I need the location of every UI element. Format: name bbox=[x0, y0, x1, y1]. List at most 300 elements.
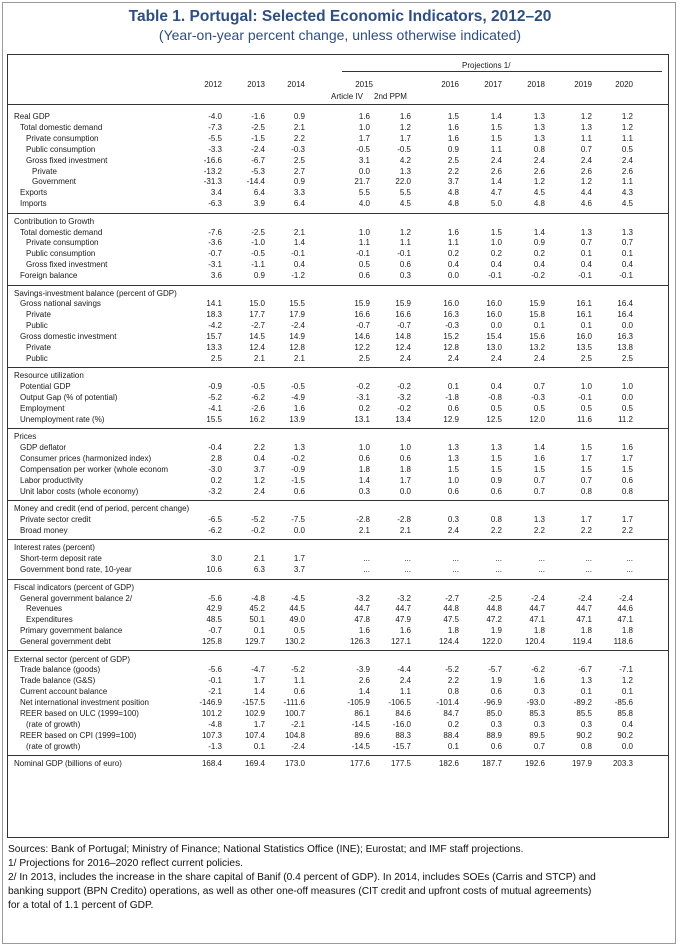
row-label: Current account balance bbox=[20, 687, 108, 697]
cell-value: 0.3 bbox=[358, 486, 370, 496]
cell-value: 12.8 bbox=[443, 343, 459, 352]
cell-value: 4.5 bbox=[533, 188, 545, 198]
cell-value: -14.4 bbox=[246, 177, 265, 187]
cell-value: 1.7 bbox=[293, 554, 305, 564]
cell-value: 3.3 bbox=[293, 188, 305, 198]
cell-value: 0.2 bbox=[358, 404, 370, 413]
row-label: Public consumption bbox=[26, 249, 96, 259]
cell-value: -106.5 bbox=[388, 698, 411, 708]
cell-value: 2.1 bbox=[358, 526, 370, 535]
cell-value: -1.1 bbox=[251, 260, 265, 270]
cell-value: -0.9 bbox=[208, 382, 222, 392]
cell-value: 2.4 bbox=[447, 353, 459, 363]
row-label: REER based on ULC (1999=100) bbox=[20, 709, 139, 718]
cell-value: 107.4 bbox=[244, 730, 265, 740]
cell-value: 0.1 bbox=[621, 687, 633, 697]
cell-value: 1.5 bbox=[490, 465, 502, 474]
cell-value: -3.1 bbox=[208, 260, 222, 270]
row-label: Money and credit (end of period, percent change) bbox=[14, 504, 190, 514]
cell-value: 1.3 bbox=[621, 227, 633, 237]
cell-value: 85.5 bbox=[576, 709, 592, 718]
cell-value: 6.4 bbox=[253, 188, 265, 198]
cell-value: -0.1 bbox=[619, 271, 633, 281]
cell-value: -7.6 bbox=[208, 227, 222, 237]
cell-value: -157.5 bbox=[242, 698, 265, 708]
row-label: Potential GDP bbox=[20, 382, 71, 392]
cell-value: -2.6 bbox=[251, 404, 265, 413]
row-label: (rate of growth) bbox=[26, 719, 81, 729]
cell-value: 118.6 bbox=[613, 637, 633, 647]
cell-value: 47.9 bbox=[395, 615, 411, 625]
cell-value: ... bbox=[363, 554, 370, 564]
cell-value: 2.2 bbox=[533, 526, 545, 535]
cell-value: 14.8 bbox=[395, 332, 411, 342]
cell-value: 4.7 bbox=[490, 188, 502, 198]
cell-value: 0.1 bbox=[580, 249, 592, 259]
cell-value: 3.7 bbox=[293, 565, 305, 575]
cell-value: 15.2 bbox=[443, 332, 459, 342]
cell-value: 0.1 bbox=[447, 382, 459, 392]
cell-value: 11.6 bbox=[577, 414, 592, 424]
cell-value: 6.3 bbox=[253, 565, 265, 575]
cell-value: 16.2 bbox=[249, 414, 265, 424]
cell-value: 1.6 bbox=[293, 404, 305, 413]
cell-value: 1.8 bbox=[580, 626, 592, 636]
sub-header: Article IV bbox=[331, 92, 364, 101]
cell-value: 0.7 bbox=[533, 475, 545, 485]
cell-value: 1.3 bbox=[447, 454, 459, 464]
cell-value: 88.4 bbox=[443, 730, 459, 740]
cell-value: 0.1 bbox=[533, 321, 545, 331]
cell-value: -2.8 bbox=[397, 515, 411, 525]
cell-value: 44.6 bbox=[617, 604, 633, 614]
cell-value: 192.6 bbox=[524, 759, 545, 769]
cell-value: 44.7 bbox=[576, 604, 592, 614]
cell-value: 13.8 bbox=[617, 343, 633, 352]
cell-value: 0.3 bbox=[533, 687, 545, 697]
cell-value: 4.5 bbox=[399, 199, 411, 209]
cell-value: 3.6 bbox=[210, 271, 222, 281]
cell-value: -1.3 bbox=[208, 741, 222, 751]
cell-value: -0.2 bbox=[397, 404, 411, 413]
cell-value: 122.0 bbox=[481, 637, 502, 647]
cell-value: 12.4 bbox=[249, 343, 265, 352]
cell-value: 47.1 bbox=[529, 615, 545, 625]
cell-value: 0.0 bbox=[490, 321, 502, 331]
cell-value: 0.5 bbox=[293, 626, 305, 636]
cell-value: 1.2 bbox=[399, 122, 411, 132]
cell-value: 1.6 bbox=[447, 227, 459, 237]
cell-value: -6.7 bbox=[251, 155, 265, 165]
cell-value: 1.4 bbox=[293, 238, 305, 248]
cell-value: -3.0 bbox=[208, 465, 222, 474]
cell-value: -0.1 bbox=[488, 271, 502, 281]
cell-value: -2.5 bbox=[251, 227, 265, 237]
cell-value: 1.0 bbox=[358, 443, 370, 453]
row-label: Labor productivity bbox=[20, 475, 84, 485]
cell-value: 0.7 bbox=[580, 475, 592, 485]
cell-value: 0.6 bbox=[490, 741, 502, 751]
cell-value: 5.0 bbox=[490, 199, 502, 209]
cell-value: 1.7 bbox=[253, 719, 265, 729]
cell-value: 5.5 bbox=[399, 188, 411, 198]
cell-value: 0.8 bbox=[533, 144, 545, 154]
cell-value: 0.3 bbox=[447, 515, 459, 525]
cell-value: 1.5 bbox=[490, 133, 502, 143]
cell-value: -3.2 bbox=[356, 593, 370, 603]
footnote-line: banking support (BPN Credito) operations, as well as other one-off measures (CIT credit and upfront costs of mutual agreements) bbox=[8, 886, 592, 897]
row-label: Private bbox=[26, 310, 51, 320]
cell-value: -5.2 bbox=[251, 515, 265, 525]
cell-value: 1.6 bbox=[358, 112, 370, 121]
cell-value: 1.7 bbox=[253, 676, 265, 686]
cell-value: -3.9 bbox=[356, 665, 370, 675]
cell-value: 1.4 bbox=[490, 177, 502, 187]
cell-value: 2.4 bbox=[399, 676, 411, 686]
cell-value: 5.5 bbox=[358, 188, 370, 198]
cell-value: 1.9 bbox=[490, 626, 502, 636]
cell-value: -14.5 bbox=[351, 741, 370, 751]
cell-value: 0.2 bbox=[210, 475, 222, 485]
cell-value: 15.9 bbox=[395, 299, 411, 309]
cell-value: 0.8 bbox=[490, 515, 502, 525]
cell-value: 3.7 bbox=[253, 465, 265, 474]
cell-value: 0.1 bbox=[253, 626, 265, 636]
cell-value: 1.2 bbox=[621, 676, 633, 686]
cell-value: 1.7 bbox=[399, 475, 411, 485]
cell-value: 0.0 bbox=[293, 526, 305, 535]
cell-value: -5.5 bbox=[208, 133, 222, 143]
cell-value: 16.6 bbox=[354, 310, 370, 320]
cell-value: 126.3 bbox=[349, 637, 370, 647]
cell-value: 127.1 bbox=[390, 637, 411, 647]
cell-value: 1.5 bbox=[490, 227, 502, 237]
cell-value: ... bbox=[404, 565, 411, 575]
cell-value: 1.8 bbox=[533, 626, 545, 636]
cell-value: -14.5 bbox=[351, 719, 370, 729]
cell-value: -89.2 bbox=[573, 698, 592, 708]
row-label: Private consumption bbox=[26, 238, 99, 248]
cell-value: 0.5 bbox=[533, 404, 545, 413]
section-rule bbox=[7, 213, 669, 214]
cell-value: 12.0 bbox=[529, 414, 545, 424]
cell-value: 197.9 bbox=[571, 759, 592, 769]
cell-value: 0.9 bbox=[490, 475, 502, 485]
cell-value: 90.2 bbox=[617, 730, 633, 740]
cell-value: ... bbox=[495, 565, 502, 575]
row-label: Unit labor costs (whole economy) bbox=[20, 486, 139, 496]
section-rule bbox=[7, 755, 669, 756]
cell-value: 15.8 bbox=[529, 310, 545, 320]
cell-value: 104.8 bbox=[284, 730, 305, 740]
cell-value: 1.1 bbox=[621, 133, 633, 143]
cell-value: -4.4 bbox=[397, 665, 411, 675]
cell-value: -0.1 bbox=[208, 676, 222, 686]
cell-value: -1.5 bbox=[251, 133, 265, 143]
cell-value: 2.5 bbox=[358, 353, 370, 363]
section-rule bbox=[7, 428, 669, 429]
cell-value: 16.0 bbox=[443, 299, 459, 309]
row-label: Contribution to Growth bbox=[14, 216, 95, 226]
row-label: Prices bbox=[14, 432, 37, 442]
cell-value: -0.5 bbox=[291, 382, 305, 392]
cell-value: -5.6 bbox=[208, 593, 222, 603]
cell-value: 1.7 bbox=[621, 454, 633, 464]
cell-value: 0.4 bbox=[253, 454, 265, 464]
row-label: Gross fixed investment bbox=[26, 260, 108, 270]
cell-value: 2.6 bbox=[580, 166, 592, 176]
cell-value: ... bbox=[404, 554, 411, 564]
cell-value: -0.5 bbox=[251, 249, 265, 259]
row-label: Employment bbox=[20, 404, 65, 413]
year-header: 2015 bbox=[355, 80, 373, 89]
cell-value: 1.4 bbox=[253, 687, 265, 697]
cell-value: 15.5 bbox=[206, 414, 222, 424]
cell-value: 4.8 bbox=[533, 199, 545, 209]
cell-value: 1.1 bbox=[580, 133, 592, 143]
row-label: REER based on CPI (1999=100) bbox=[20, 730, 137, 740]
cell-value: 0.2 bbox=[490, 249, 502, 259]
cell-value: 1.8 bbox=[358, 465, 370, 474]
cell-value: 1.6 bbox=[399, 112, 411, 121]
cell-value: -2.4 bbox=[531, 593, 545, 603]
cell-value: -2.4 bbox=[291, 741, 305, 751]
cell-value: 12.8 bbox=[289, 343, 305, 352]
cell-value: -6.2 bbox=[531, 665, 545, 675]
cell-value: 1.9 bbox=[490, 676, 502, 686]
section-rule bbox=[7, 539, 669, 540]
cell-value: -1.0 bbox=[251, 238, 265, 248]
cell-value: 1.6 bbox=[447, 133, 459, 143]
year-header: 2016 bbox=[441, 80, 459, 89]
cell-value: 2.5 bbox=[580, 353, 592, 363]
row-label: General government balance 2/ bbox=[20, 593, 133, 603]
cell-value: -2.4 bbox=[291, 321, 305, 331]
cell-value: 15.0 bbox=[249, 299, 265, 309]
row-label: Fiscal indicators (percent of GDP) bbox=[14, 582, 135, 592]
cell-value: 2.4 bbox=[580, 155, 592, 165]
cell-value: -2.4 bbox=[251, 144, 265, 154]
section-rule bbox=[7, 579, 669, 580]
cell-value: -15.7 bbox=[392, 741, 411, 751]
cell-value: -31.3 bbox=[203, 177, 222, 187]
row-label: Resource utilization bbox=[14, 371, 84, 381]
cell-value: 2.1 bbox=[293, 122, 305, 132]
cell-value: 4.2 bbox=[399, 155, 411, 165]
cell-value: 1.7 bbox=[580, 454, 592, 464]
cell-value: -111.6 bbox=[283, 698, 305, 708]
cell-value: 15.9 bbox=[529, 299, 545, 309]
cell-value: 89.6 bbox=[354, 730, 370, 740]
row-label: Primary government balance bbox=[20, 626, 123, 636]
cell-value: 2.1 bbox=[253, 554, 265, 564]
cell-value: -5.6 bbox=[208, 665, 222, 675]
cell-value: 4.6 bbox=[580, 199, 592, 209]
cell-value: -5.3 bbox=[251, 166, 265, 176]
cell-value: 1.0 bbox=[399, 443, 411, 453]
footnotes bbox=[8, 843, 674, 913]
cell-value: -4.2 bbox=[208, 321, 222, 331]
cell-value: 1.7 bbox=[399, 133, 411, 143]
cell-value: 86.1 bbox=[354, 709, 370, 718]
cell-value: 2.2 bbox=[253, 443, 265, 453]
footnote-line: 1/ Projections for 2016–2020 reflect current policies. bbox=[8, 858, 244, 869]
cell-value: 2.2 bbox=[447, 166, 459, 176]
row-label: Private consumption bbox=[26, 133, 99, 143]
cell-value: ... bbox=[452, 565, 459, 575]
cell-value: 0.6 bbox=[358, 454, 370, 464]
cell-value: 2.7 bbox=[293, 166, 305, 176]
cell-value: -4.0 bbox=[208, 112, 222, 121]
cell-value: 203.3 bbox=[612, 759, 633, 769]
cell-value: 1.5 bbox=[580, 443, 592, 453]
cell-value: 1.3 bbox=[580, 676, 592, 686]
cell-value: 102.9 bbox=[244, 709, 265, 718]
cell-value: 88.9 bbox=[486, 730, 502, 740]
cell-value: 16.4 bbox=[617, 310, 633, 320]
cell-value: 1.4 bbox=[490, 112, 502, 121]
row-label: Short-term deposit rate bbox=[20, 554, 102, 564]
cell-value: 1.1 bbox=[358, 238, 370, 248]
cell-value: 4.0 bbox=[358, 199, 370, 209]
cell-value: -2.8 bbox=[356, 515, 370, 525]
cell-value: -6.7 bbox=[578, 665, 592, 675]
cell-value: 47.2 bbox=[486, 615, 502, 625]
cell-value: 0.8 bbox=[621, 486, 633, 496]
cell-value: 85.3 bbox=[529, 709, 545, 718]
cell-value: 2.1 bbox=[293, 353, 305, 363]
row-label: Revenues bbox=[26, 604, 63, 614]
cell-value: ... bbox=[363, 565, 370, 575]
cell-value: -4.7 bbox=[251, 665, 265, 675]
cell-value: 0.4 bbox=[580, 260, 592, 270]
cell-value: 1.7 bbox=[580, 515, 592, 525]
row-label: Government bbox=[32, 177, 77, 187]
cell-value: 90.2 bbox=[576, 730, 592, 740]
cell-value: 2.5 bbox=[293, 155, 305, 165]
cell-value: 0.9 bbox=[293, 112, 305, 121]
cell-value: 1.5 bbox=[447, 465, 459, 474]
cell-value: 44.7 bbox=[395, 604, 411, 614]
cell-value: 1.3 bbox=[533, 515, 545, 525]
row-label: (rate of growth) bbox=[26, 741, 81, 751]
cell-value: 1.2 bbox=[253, 475, 265, 485]
cell-value: 182.6 bbox=[438, 759, 459, 769]
cell-value: 0.7 bbox=[580, 144, 592, 154]
cell-value: -0.1 bbox=[578, 393, 592, 403]
cell-value: 2.1 bbox=[399, 526, 411, 535]
cell-value: 1.3 bbox=[293, 443, 305, 453]
cell-value: -16.6 bbox=[203, 155, 222, 165]
cell-value: 16.0 bbox=[576, 332, 592, 342]
cell-value: ... bbox=[626, 554, 633, 564]
cell-value: -3.2 bbox=[397, 593, 411, 603]
cell-value: 0.0 bbox=[621, 741, 633, 751]
year-header: 2018 bbox=[527, 80, 545, 89]
cell-value: 1.7 bbox=[358, 133, 370, 143]
cell-value: 1.6 bbox=[533, 454, 545, 464]
cell-value: 1.6 bbox=[399, 626, 411, 636]
cell-value: -16.0 bbox=[392, 719, 411, 729]
row-label: Expenditures bbox=[26, 615, 73, 625]
cell-value: -3.2 bbox=[208, 486, 222, 496]
cell-value: 0.3 bbox=[399, 271, 411, 281]
cell-value: 1.6 bbox=[621, 443, 633, 453]
cell-value: 2.5 bbox=[210, 353, 222, 363]
cell-value: 173.0 bbox=[284, 759, 305, 769]
cell-value: -0.7 bbox=[208, 626, 222, 636]
cell-value: 1.5 bbox=[490, 122, 502, 132]
cell-value: 2.2 bbox=[293, 133, 305, 143]
cell-value: 177.5 bbox=[390, 759, 411, 769]
cell-value: 44.7 bbox=[354, 604, 370, 614]
cell-value: 1.3 bbox=[533, 133, 545, 143]
cell-value: 1.6 bbox=[533, 676, 545, 686]
row-label: Public bbox=[26, 321, 48, 331]
cell-value: -0.5 bbox=[356, 144, 370, 154]
cell-value: -0.1 bbox=[291, 249, 305, 259]
footnote-line: 2/ In 2013, includes the increase in the share capital of Banif (0.4 percent of GDP). In 2014, includes SOEs (Carris and STCP) and bbox=[8, 872, 596, 883]
cell-value: 125.8 bbox=[201, 637, 222, 647]
row-label: Gross fixed investment bbox=[26, 155, 108, 165]
cell-value: 1.2 bbox=[580, 112, 592, 121]
cell-value: 16.4 bbox=[617, 299, 633, 309]
cell-value: 13.4 bbox=[395, 414, 411, 424]
cell-value: 0.6 bbox=[293, 486, 305, 496]
row-label: Private bbox=[26, 343, 51, 352]
cell-value: 129.7 bbox=[244, 637, 265, 647]
cell-value: 187.7 bbox=[481, 759, 502, 769]
row-label: External sector (percent of GDP) bbox=[14, 654, 131, 664]
cell-value: 0.2 bbox=[533, 249, 545, 259]
cell-value: 0.7 bbox=[533, 382, 545, 392]
cell-value: 16.1 bbox=[576, 310, 592, 320]
cell-value: -3.1 bbox=[356, 393, 370, 403]
cell-value: 4.5 bbox=[621, 199, 633, 209]
cell-value: 0.5 bbox=[621, 144, 633, 154]
cell-value: -93.0 bbox=[526, 698, 545, 708]
cell-value: 2.2 bbox=[490, 526, 502, 535]
cell-value: 2.6 bbox=[490, 166, 502, 176]
cell-value: ... bbox=[452, 554, 459, 564]
cell-value: 2.4 bbox=[621, 155, 633, 165]
cell-value: 0.0 bbox=[358, 166, 370, 176]
row-label: Public consumption bbox=[26, 144, 96, 154]
cell-value: 119.4 bbox=[572, 637, 592, 647]
row-label: Exports bbox=[20, 188, 48, 198]
cell-value: 2.4 bbox=[490, 353, 502, 363]
cell-value: 101.2 bbox=[201, 709, 222, 718]
cell-value: -0.1 bbox=[356, 249, 370, 259]
row-label: Unemployment rate (%) bbox=[20, 414, 105, 424]
cell-value: -2.5 bbox=[488, 593, 502, 603]
cell-value: 0.6 bbox=[490, 486, 502, 496]
cell-value: 1.0 bbox=[358, 227, 370, 237]
cell-value: -0.7 bbox=[397, 321, 411, 331]
row-label: Foreign balance bbox=[20, 271, 78, 281]
cell-value: -2.7 bbox=[251, 321, 265, 331]
row-label: Private sector credit bbox=[20, 515, 91, 525]
footnote-line: Sources: Bank of Portugal; Ministry of Finance; National Statistics Office (INE); Eurostat; and IMF staff projections. bbox=[8, 844, 524, 855]
cell-value: -0.2 bbox=[356, 382, 370, 392]
cell-value: 3.4 bbox=[210, 188, 222, 198]
cell-value: 0.3 bbox=[580, 719, 592, 729]
cell-value: -5.7 bbox=[488, 665, 502, 675]
row-label: Total domestic demand bbox=[20, 227, 103, 237]
projections-rule bbox=[342, 71, 662, 72]
cell-value: 1.0 bbox=[580, 382, 592, 392]
cell-value: 0.1 bbox=[253, 741, 265, 751]
